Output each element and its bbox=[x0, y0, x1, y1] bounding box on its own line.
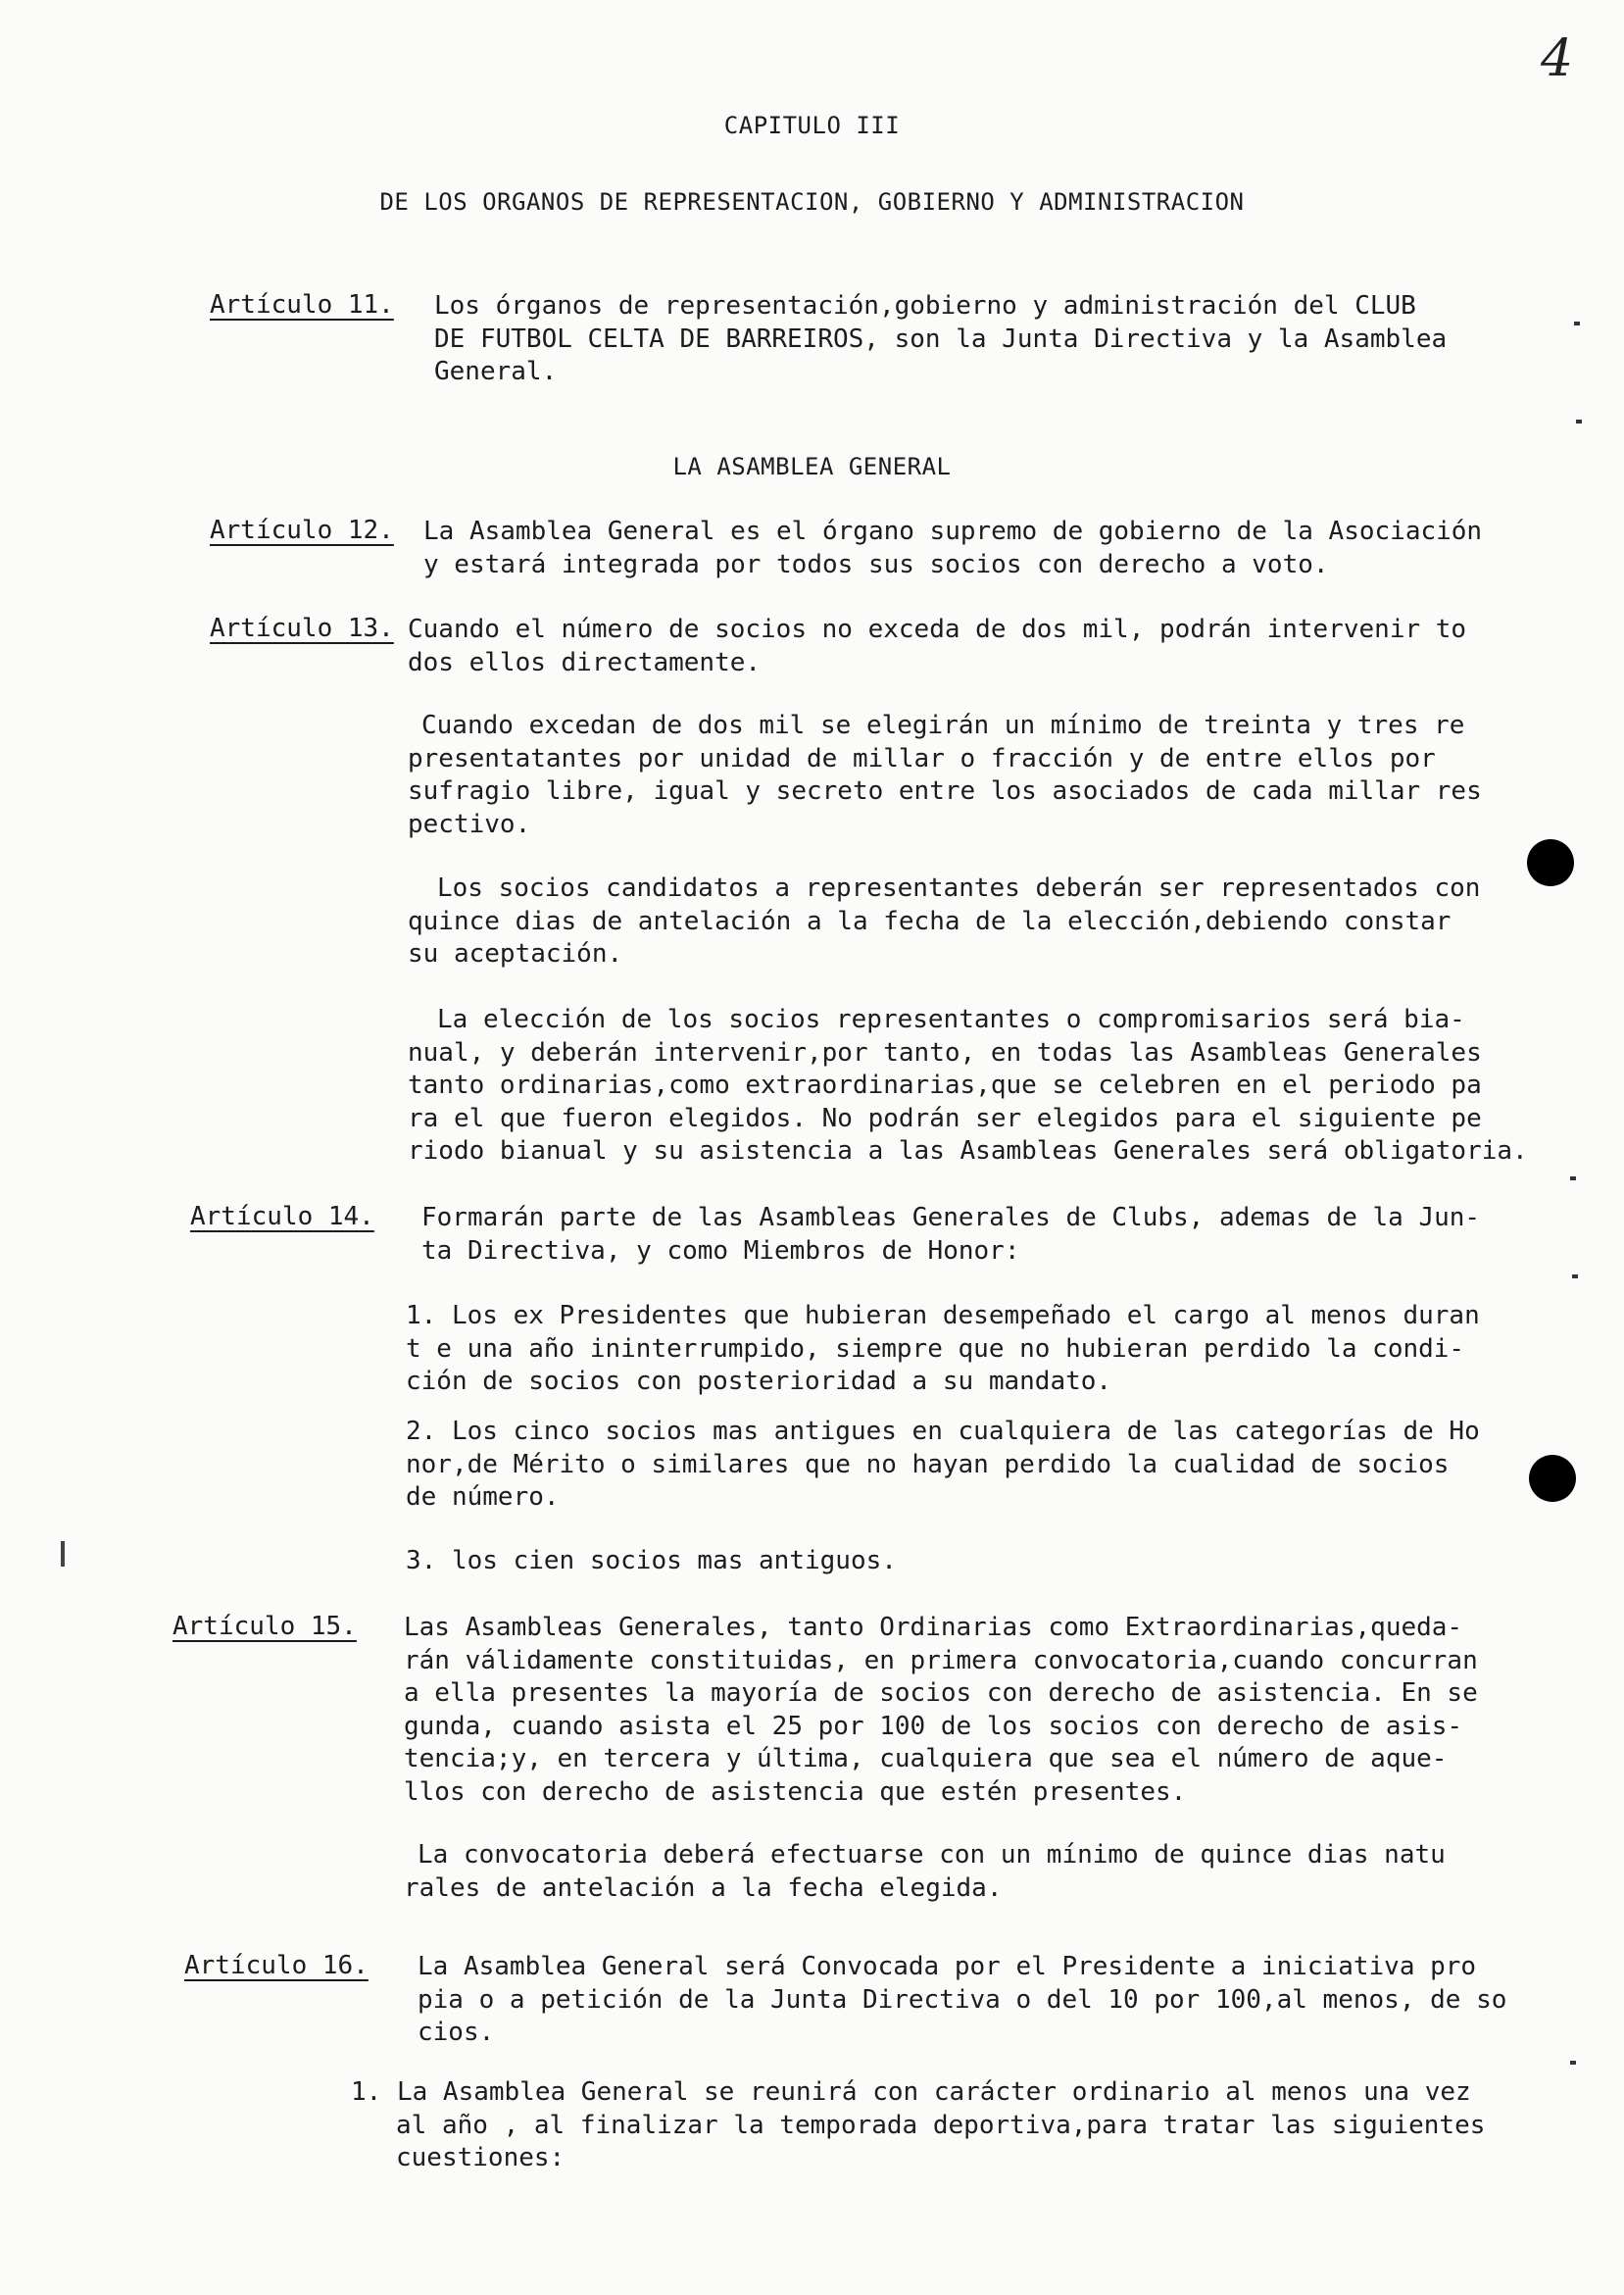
article-16-item-1: 1. La Asamblea General se reunirá con carácter ordinario al menos una vez al año , al finalizar la temporada deportiva,para tratar las siguientes cuestiones: bbox=[351, 2077, 1486, 2172]
scan-speck bbox=[1570, 2061, 1576, 2065]
article-12-text: La Asamblea General es el órgano supremo de gobierno de la Asociación y estará integrada por todos sus socios con derecho a voto. bbox=[423, 517, 1483, 579]
scan-edge-mark bbox=[61, 1541, 65, 1567]
article-14-item-3: 3. los cien socios mas antiguos. bbox=[406, 1546, 897, 1575]
punch-hole-top bbox=[1527, 839, 1574, 886]
scan-speck bbox=[1574, 322, 1580, 325]
article-13-label: Artículo 13. bbox=[210, 614, 394, 643]
article-12-label: Artículo 12. bbox=[210, 516, 394, 545]
article-11-text: Los órganos de representación,gobierno y administración del CLUB DE FUTBOL CELTA DE BARREIROS, son la Junta Directiva y la Asamblea General. bbox=[434, 291, 1448, 386]
chapter-subtitle: DE LOS ORGANOS DE REPRESENTACION, GOBIERNO Y ADMINISTRACION bbox=[379, 188, 1245, 216]
article-14-label: Artículo 14. bbox=[190, 1202, 374, 1231]
article-14-text: Formarán parte de las Asambleas Generales de Clubs, ademas de la Jun- ta Directiva, y como Miembros de Honor: bbox=[421, 1203, 1481, 1266]
article-16-text: La Asamblea General será Convocada por el Presidente a iniciativa pro pia o a petición de la Junta Directiva o del 10 por 100,al menos, de so cios. bbox=[418, 1952, 1507, 2047]
scan-speck bbox=[1576, 420, 1582, 424]
article-15-paragraph-2: La convocatoria deberá efectuarse con un mínimo de quince dias natu rales de antelación a la fecha elegida. bbox=[404, 1840, 1446, 1903]
article-13-paragraph-2: Cuando excedan de dos mil se elegirán un mínimo de treinta y tres re presentatantes por unidad de millar o fracción y de entre ellos por sufragio libre, igual y secreto entre los asociados de cada millar res pectivo. bbox=[408, 711, 1482, 839]
article-15-label: Artículo 15. bbox=[172, 1612, 357, 1641]
scan-speck bbox=[1572, 1274, 1578, 1278]
section-title: LA ASAMBLEA GENERAL bbox=[672, 453, 952, 480]
article-16-label: Artículo 16. bbox=[184, 1951, 369, 1980]
punch-hole-bottom bbox=[1529, 1455, 1576, 1502]
article-13-text: Cuando el número de socios no exceda de dos mil, podrán intervenir to dos ellos directamente. bbox=[408, 615, 1467, 677]
chapter-heading: CAPITULO III bbox=[723, 112, 901, 139]
article-13-paragraph-4: La elección de los socios representantes o compromisarios será bia- nual, y deberán intervenir,por tanto, en todas las Asambleas Generales tanto ordinarias,como extraordinarias,que se celebren en el periodo pa ra el que fueron elegidos. No podrán ser elegidos para el siguiente pe riodo bianual y su asistencia a las Asambleas Generales será obligatoria. bbox=[408, 1005, 1528, 1166]
page-number: 4 bbox=[1541, 29, 1574, 88]
article-14-item-2: 2. Los cinco socios mas antigues en cualquiera de las categorías de Ho nor,de Mérito o similares que no hayan perdido la cualidad de socios de número. bbox=[406, 1417, 1480, 1512]
scan-speck bbox=[1570, 1176, 1576, 1180]
article-13-paragraph-3: Los socios candidatos a representantes deberán ser representados con quince dias de antelación a la fecha de la elección,debiendo constar su aceptación. bbox=[408, 873, 1481, 969]
article-11-label: Artículo 11. bbox=[210, 290, 394, 320]
article-15-text: Las Asambleas Generales, tanto Ordinarias como Extraordinarias,queda- rán válidamente constituidas, en primera convocatoria,cuando concurran a ella presentes la mayoría de socios con derecho de asistencia. En se gunda, cuando asista el 25 por 100 de los socios con derecho de asis- tencia;y, en tercera y última, cualquiera que sea el número de aque- llos con derecho de asistencia que estén presentes. bbox=[404, 1613, 1478, 1807]
article-14-item-1: 1. Los ex Presidentes que hubieran desempeñado el cargo al menos duran t e una año ininterrumpido, siempre que no hubieran perdido la condi- ción de socios con posterioridad a su mandato. bbox=[406, 1301, 1480, 1396]
